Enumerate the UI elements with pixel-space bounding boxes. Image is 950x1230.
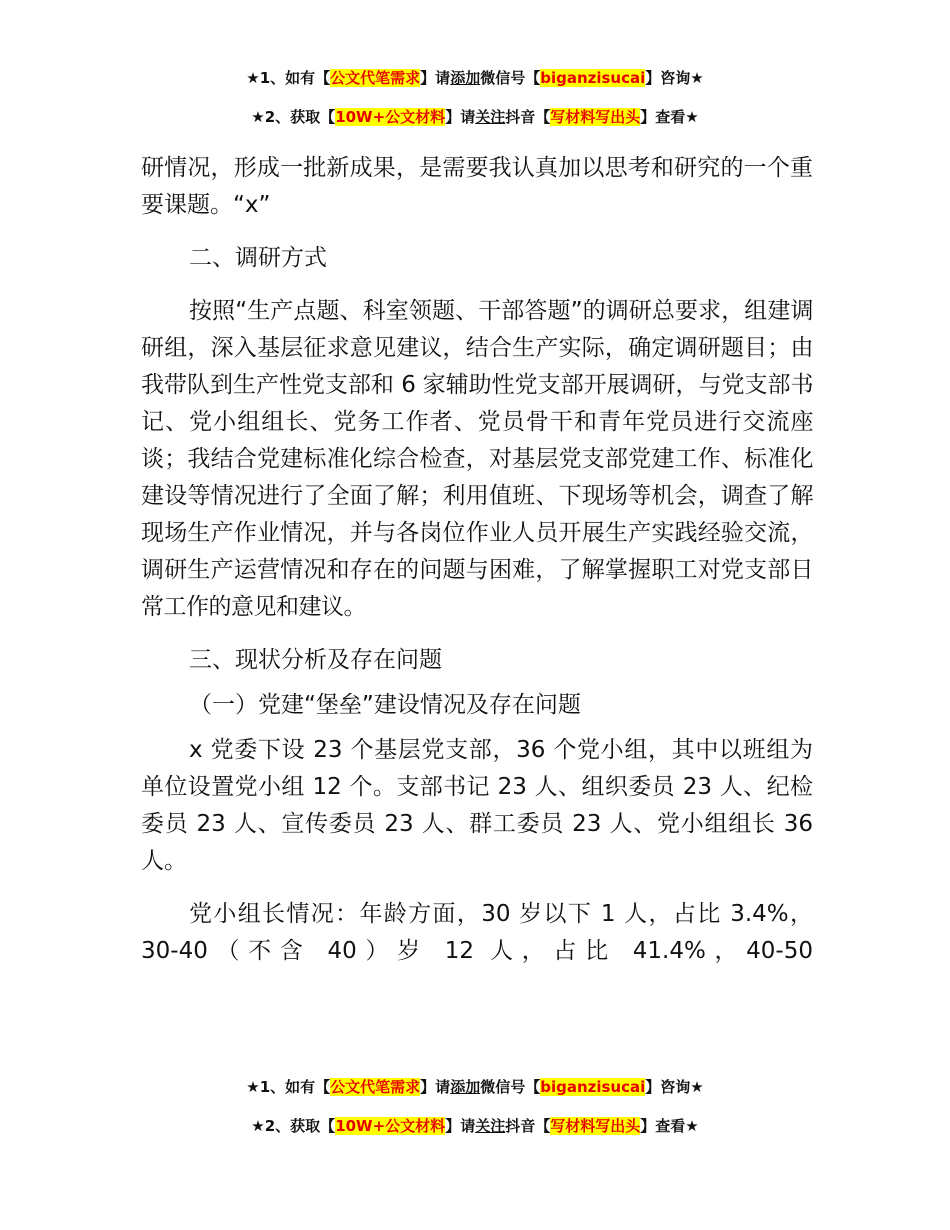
section-heading-3: 三、现状分析及存在问题 (189, 647, 442, 673)
header-banner-line-2 (0, 107, 950, 127)
banner-text: 】咨询★ (645, 69, 704, 87)
banner-highlight: 公文代笔需求 (330, 1078, 421, 1096)
banner-text: ★1、如有【 (246, 1078, 331, 1096)
banner-text: 】查看★ (640, 108, 699, 126)
banner-highlight: biganzisucai (540, 1078, 646, 1096)
subsection-heading-3-1: （一）党建“堡垒”建设情况及存在问题 (189, 692, 581, 718)
document-body (141, 150, 813, 970)
banner-text: 微信号【 (480, 1078, 541, 1096)
footer-banner-line-2 (0, 1116, 950, 1136)
header-banner-line-1 (0, 68, 950, 88)
banner-text: ★2、获取【 (251, 1117, 336, 1135)
banner-highlight: 10W+公文材料 (335, 108, 446, 126)
banner-text: 微信号【 (480, 69, 541, 87)
banner-text: 】查看★ (640, 1117, 699, 1135)
banner-underline: 关注 (475, 1117, 506, 1135)
section-heading-2: 二、调研方式 (189, 245, 327, 271)
banner-text: 】咨询★ (645, 1078, 704, 1096)
banner-text: ★2、获取【 (251, 108, 336, 126)
footer-banner-line-1 (0, 1077, 950, 1097)
banner-underline: 关注 (475, 108, 506, 126)
paragraph-group-leaders: 党小组长情况：年龄方面，30 岁以下 1 人，占比 3.4%，30-40（不含 40）岁 12 人，占比 41.4%，40-50 (141, 901, 813, 964)
paragraph-party-structure: x 党委下设 23 个基层党支部，36 个党小组，其中以班组为单位设置党小组 12 个。支部书记 23 人、组织委员 23 人、纪检委员 23 人、宣传委员 23 人、群工委员 23 人、党小组组长 36 人。 (141, 737, 813, 874)
banner-highlight: 写材料写出头 (550, 108, 641, 126)
banner-highlight: 公文代笔需求 (330, 69, 421, 87)
banner-highlight: 10W+公文材料 (335, 1117, 446, 1135)
paragraph-continuation: 研情况，形成一批新成果，是需要我认真加以思考和研究的一个重要课题。“x” (141, 155, 813, 218)
banner-text: 】请 (445, 1117, 476, 1135)
banner-text: ★1、如有【 (246, 69, 331, 87)
banner-text: 抖音【 (505, 1117, 551, 1135)
banner-underline: 添加 (450, 69, 481, 87)
banner-text: 】请 (420, 69, 451, 87)
banner-underline: 添加 (450, 1078, 481, 1096)
banner-text: 抖音【 (505, 108, 551, 126)
banner-highlight: 写材料写出头 (550, 1117, 641, 1135)
banner-text: 】请 (420, 1078, 451, 1096)
paragraph-survey-method: 按照“生产点题、科室领题、干部答题”的调研总要求，组建调研组，深入基层征求意见建议，结合生产实际，确定调研题目；由我带队到生产性党支部和 6 家辅助性党支部开展调研，与党支部书记、党小组组长、党务工作者、党员骨干和青年党员进行交流座谈；我结合党建标准化综合检查，对基层党支部党建工作、标准化建设等情况进行了全面了解；利用值班、下现场等机会，调查了解现场生产作业情况，并与各岗位作业人员开展生产实践经验交流，调研生产运营情况和存在的问题与困难，了解掌握职工对党支部日常工作的意见和建议。 (141, 298, 813, 620)
banner-text: 】请 (445, 108, 476, 126)
banner-highlight: biganzisucai (540, 69, 646, 87)
